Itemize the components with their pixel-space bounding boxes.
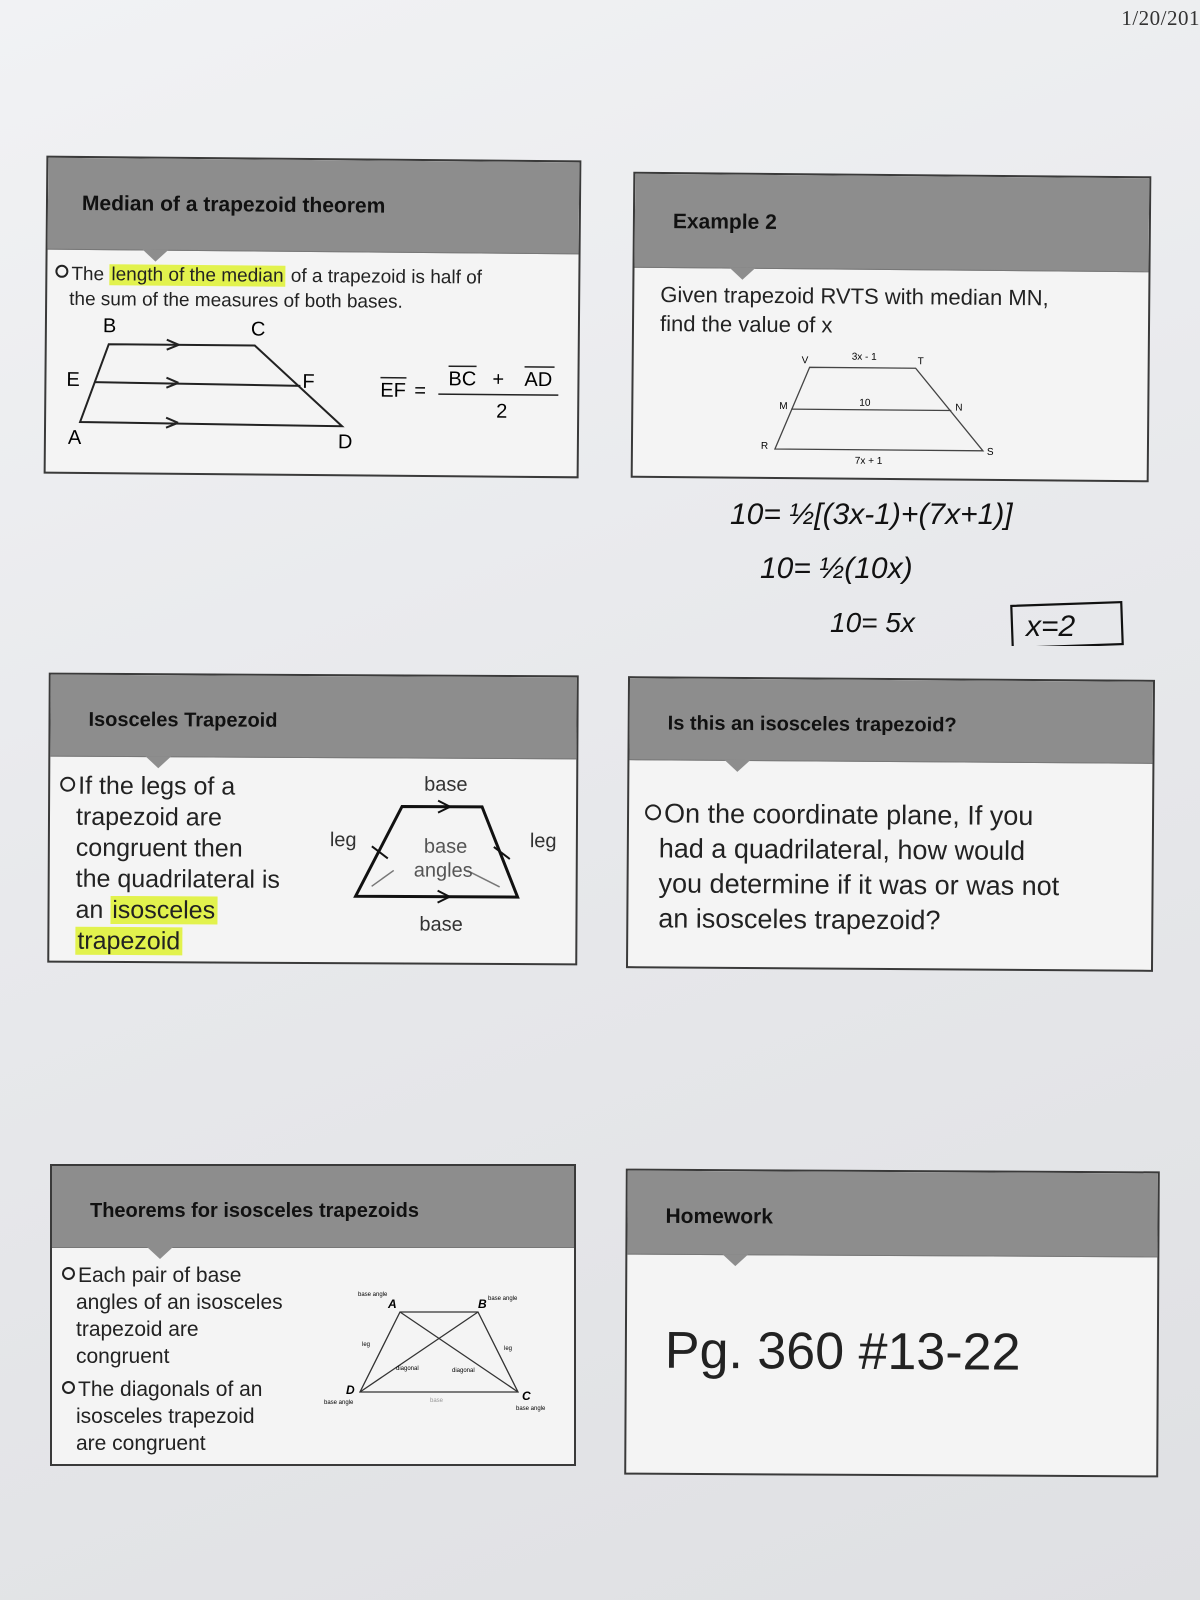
diagonal-bd	[360, 1312, 478, 1392]
label-T: T	[917, 356, 924, 368]
label-base-bottom: base	[419, 913, 463, 936]
median-line	[94, 382, 300, 386]
bullet-icon	[55, 265, 68, 278]
body-line-4: an isosceles trapezoid?	[658, 903, 941, 936]
body-line-2: had a quadrilateral, how would	[658, 833, 1026, 866]
label-top: 3x - 1	[851, 351, 877, 363]
slide-isosceles-theorems	[50, 1164, 576, 1466]
label-diagonal-left: diagonal	[396, 1366, 419, 1372]
isosceles-trapezoid-diagram	[319, 766, 578, 947]
highlighted-text: trapezoid	[77, 926, 181, 956]
slide-header	[635, 174, 1150, 272]
body-line-6: isosceles trapezoid	[76, 1405, 255, 1428]
label-leg-right: leg	[529, 830, 557, 853]
body-line-3: you determine if it was or was not	[658, 868, 1060, 902]
label-base-top: base	[424, 773, 468, 796]
handwritten-line-2: 10= ½(10x)	[760, 552, 913, 585]
slide-title: Example 2	[672, 210, 777, 234]
label-R: R	[760, 440, 769, 452]
date-stamp: 1/20/201	[1121, 6, 1200, 30]
body-line-4: the quadrilateral is	[75, 864, 281, 894]
slide-isosceles-trapezoid	[47, 673, 579, 966]
body-line-4: congruent	[76, 1345, 170, 1368]
formula-num1: BC	[448, 368, 477, 391]
trapezoid-median-diagram	[46, 314, 578, 479]
label-V: V	[801, 355, 809, 367]
formula-num2: AD	[524, 368, 553, 392]
fraction-bar	[438, 394, 558, 395]
formula-den: 2	[496, 400, 508, 423]
body-line-5: The diagonals of an	[62, 1376, 283, 1403]
angle-arrow-left	[372, 870, 394, 886]
slide-median-theorem	[44, 156, 582, 479]
slide-title: Theorems for isosceles trapezoids	[90, 1200, 420, 1222]
trapezoid-shape	[360, 1312, 518, 1392]
label-leg-left: leg	[362, 1342, 371, 1348]
diagonal-ac	[400, 1312, 518, 1392]
vertex-A: A	[388, 1297, 397, 1311]
body-line-3: congruent then	[75, 833, 243, 863]
body-line-1: The length of the median of a trapezoid is half of	[55, 262, 482, 291]
body-line-3: trapezoid are	[76, 1318, 199, 1341]
formula-eq: =	[414, 379, 427, 402]
label-E: E	[66, 368, 80, 391]
homework-assignment: Pg. 360 #13-22	[664, 1321, 1021, 1382]
body-line-2: the sum of the measures of both bases.	[69, 288, 403, 313]
slide-isosceles-question	[626, 676, 1155, 972]
slide-header	[52, 1166, 574, 1248]
median-line	[791, 409, 951, 410]
body-line-6	[59, 926, 279, 958]
vertex-B: B	[478, 1297, 487, 1311]
handwritten-line-1: 10= ½[(3x-1)+(7x+1)]	[730, 498, 1013, 531]
label-mid: 10	[859, 397, 871, 409]
label-leg-left: leg	[329, 829, 357, 852]
body-line-2: trapezoid are	[75, 802, 223, 832]
slide-header	[629, 678, 1153, 764]
slide-body	[660, 280, 1049, 341]
body-line-7: are congruent	[76, 1432, 206, 1455]
isosceles-diagonals-diagram	[322, 1262, 572, 1422]
label-A: A	[67, 426, 82, 449]
bullet-icon	[60, 777, 75, 792]
body-line-5: an isosceles	[75, 895, 216, 925]
bullet-icon	[62, 1267, 75, 1280]
vertex-D: D	[346, 1383, 355, 1397]
slide-body	[55, 262, 482, 316]
label-D: D	[337, 431, 353, 454]
label-base-angle-d: base angle	[324, 1400, 354, 1406]
slide-title: Isosceles Trapezoid	[88, 708, 278, 732]
label-angles-1: base	[423, 835, 468, 858]
bullet-icon	[62, 1381, 75, 1394]
body-line-1: Given trapezoid RVTS with median MN,	[660, 281, 1049, 311]
handwritten-line-3: 10= 5x	[830, 607, 915, 638]
arrow-bottom	[166, 418, 178, 423]
body-line-2: angles of an isosceles	[76, 1291, 283, 1314]
label-angles-2: angles	[413, 859, 473, 882]
label-M: M	[779, 401, 788, 413]
label-base-angle-b: base angle	[488, 1296, 518, 1302]
vertex-C: C	[522, 1389, 531, 1403]
label-base-angle-c: base angle	[516, 1406, 546, 1412]
label-C: C	[250, 318, 266, 341]
slide-title: Is this an isosceles trapezoid?	[667, 712, 957, 737]
label-bottom: 7x + 1	[854, 455, 883, 467]
slide-body	[644, 796, 1060, 939]
handwritten-answer: x=2	[1026, 610, 1076, 643]
slide-body	[62, 1262, 283, 1457]
slide-homework	[624, 1169, 1160, 1478]
label-F: F	[302, 370, 315, 394]
bullet-icon	[645, 804, 661, 820]
handwritten-solution	[720, 486, 1160, 646]
slide-header	[627, 1171, 1157, 1258]
slide-header	[50, 675, 576, 760]
highlighted-text: isosceles	[112, 895, 216, 925]
body-line-1: Each pair of base	[62, 1262, 283, 1289]
label-leg-right: leg	[504, 1346, 513, 1352]
formula-plus: +	[492, 368, 505, 391]
highlighted-text: length of the median	[111, 264, 284, 287]
slide-header	[48, 158, 580, 255]
arrow-mid	[166, 378, 178, 383]
slide-example-2	[631, 172, 1152, 483]
formula-lhs: EF	[380, 379, 407, 402]
slide-body	[59, 771, 280, 958]
label-N: N	[955, 402, 963, 414]
label-B: B	[102, 315, 117, 338]
trapezoid-rvts-diagram	[633, 344, 1148, 478]
body-line-1: If the legs of a	[60, 771, 280, 803]
label-diagonal-right: diagonal	[452, 1368, 475, 1374]
body-line-1: On the coordinate plane, If you	[645, 796, 1060, 834]
slide-title: Median of a trapezoid theorem	[81, 191, 386, 218]
label-S: S	[986, 446, 994, 458]
slide-title: Homework	[665, 1204, 773, 1229]
body-line-2: find the value of x	[659, 310, 833, 338]
label-base-angle-a: base angle	[358, 1292, 388, 1298]
label-base-bottom: base	[430, 1398, 444, 1404]
